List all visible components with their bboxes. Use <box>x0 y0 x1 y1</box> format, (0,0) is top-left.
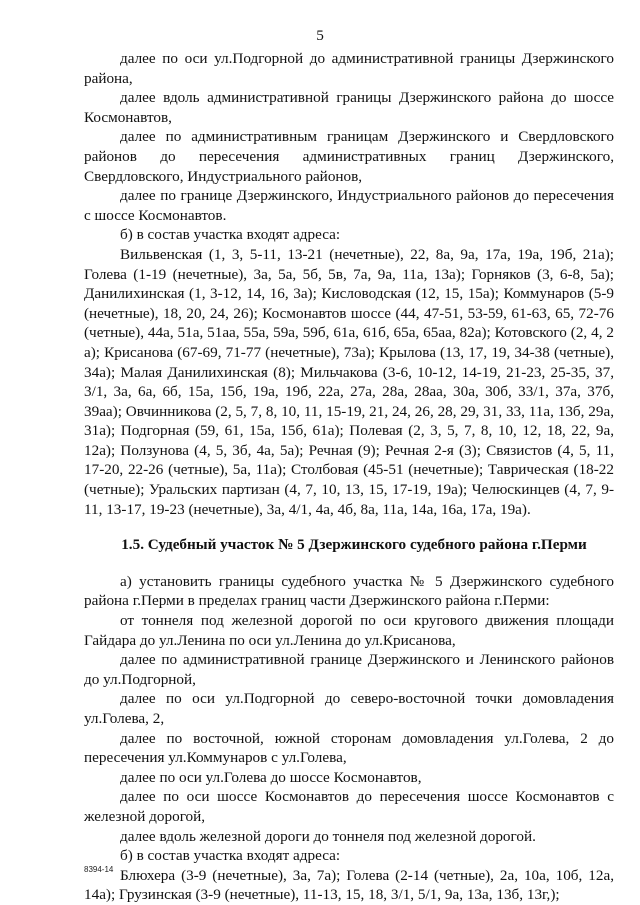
paragraph-set-boundaries: а) установить границы судебного участка № 5 Дзержинского судебного района г.Перми в пределах границ части Дзержинского района г.Перми: <box>84 572 614 610</box>
paragraph-boundary-kosmonavtov: далее вдоль административной границы Дзержинского района до шоссе Космонавтов, <box>84 89 614 126</box>
paragraph-boundary-podgornaya: далее по оси ул.Подгорной до административной границы Дзержинского района, <box>84 50 614 87</box>
paragraph-boundary-sverdlovsky: далее по административным границам Дзержинского и Свердловского районов до пересечения административных границ Дзержинского, Свердловского, Индустриального районов, <box>84 128 614 185</box>
page-number: 5 <box>316 27 324 44</box>
document-body <box>84 49 614 905</box>
paragraph-boundary-leninsky: далее по административной границе Дзержинского и Ленинского районов до ул.Подгорной, <box>84 651 614 688</box>
paragraph-boundary-tunnel: от тоннеля под железной дорогой по оси кругового движения площади Гайдара до ул.Ленина по оси ул.Ленина до ул.Крисанова, <box>84 612 614 649</box>
paragraph-boundary-industrialny: далее по границе Дзержинского, Индустриального районов до пересечения с шоссе Космонавтов. <box>84 187 614 224</box>
section-heading: 1.5. Судебный участок № 5 Дзержинского судебного района г.Перми <box>121 536 587 554</box>
paragraph-addresses-list: Вильвенская (1, 3, 5-11, 13-21 (нечетные), 22, 8а, 9а, 17а, 19а, 19б, 21а); Голева (1-19 (нечетные), 3а, 5а, 5б, 5в, 7а, 9а, 11а, 13а); Горняков (3, 6-8, 5а); Данилихинская (1, 3-12, 14, 16, 3а); Кисловодская (12, 15, 15а); Коммунаров (5-9 (нечетные), 18, 20, 24, 26); Космонавтов шоссе (44, 47-51, 53-59, 61-63, 65, 72-76 (четные), 44а, 51а, 51аа, 55а, 59а, 59б, 61а, 61б, 65а, 65аа, 82а); Котовского (2, 4, 2 а); Крисанова (67-69, 71-77 (нечетные), 73а); Крылова (13, 17, 19, 34-38 (четные), 34а); Малая Данилихинская (8); Мильчакова (3-6, 10-12, 14-19, 21-23, 25-35, 37, 3/1, 3а, 6а, 6б, 15а, 15б, 19а, 19б, 22а, 27а, 28а, 28аа, 30а, 30б, 33/1, 37а, 37б, 39аа); Овчинникова (2, 5, 7, 8, 10, 11, 15-19, 21, 24, 26, 28, 29, 31, 33, 11а, 13б, 29а, 31а); Подгорная (59, 61, 15а, 15б, 61а); Полевая (2, 3, 5, 7, 8, 10, 12, 18, 22, 9а, 12а); Ползунова (4, 5, 3б, 4а, 5а); Речная (9); Речная 2-я (3); Связистов (4, 5, 11, 17-20, 22-26 (четные), 5а, 11а); Столбовая (45-51 (нечетные); Таврическая (18-22 (четные); Уральских партизан (4, 7, 10, 13, 15, 17-19, 19а); Челюскинцев (4, 7, 9-11, 13-17, 19-23 (нечетные), 3а, 4/1, 4а, 4б, 8а, 11а, 14а, 16а, 17а, 19а). <box>84 245 614 518</box>
paragraph-boundary-kosmonavtov-railway: далее по оси шоссе Космонавтов до пересечения шоссе Космонавтов с железной дорогой, <box>84 788 614 825</box>
paragraph-addresses-intro-2: б) в состав участка входят адреса: <box>120 847 341 865</box>
paragraph-addresses-intro: б) в состав участка входят адреса: <box>120 226 341 244</box>
paragraph-boundary-goleva-point: далее по оси ул.Подгорной до северо-восточной точки домовладения ул.Голева, 2, <box>84 690 614 727</box>
paragraph-addresses-list-2: Блюхера (3-9 (нечетные), 3а, 7а); Голева (2-14 (четные), 2а, 10а, 10б, 12а, 14а); Грузинская (3-9 (нечетные), 11-13, 15, 18, 3/1, 5/1, 9а, 13а, 13б, 13г,); <box>84 866 614 904</box>
paragraph-boundary-goleva-sides: далее по восточной, южной сторонам домовладения ул.Голева, 2 до пересечения ул.Коммунаров с ул.Голева, <box>84 729 614 767</box>
footer-code: 8394-14 <box>84 865 114 874</box>
paragraph-boundary-goleva-axis: далее по оси ул.Голева до шоссе Космонавтов, <box>120 768 422 786</box>
paragraph-boundary-railway: далее вдоль железной дороги до тоннеля под железной дорогой. <box>120 827 536 845</box>
